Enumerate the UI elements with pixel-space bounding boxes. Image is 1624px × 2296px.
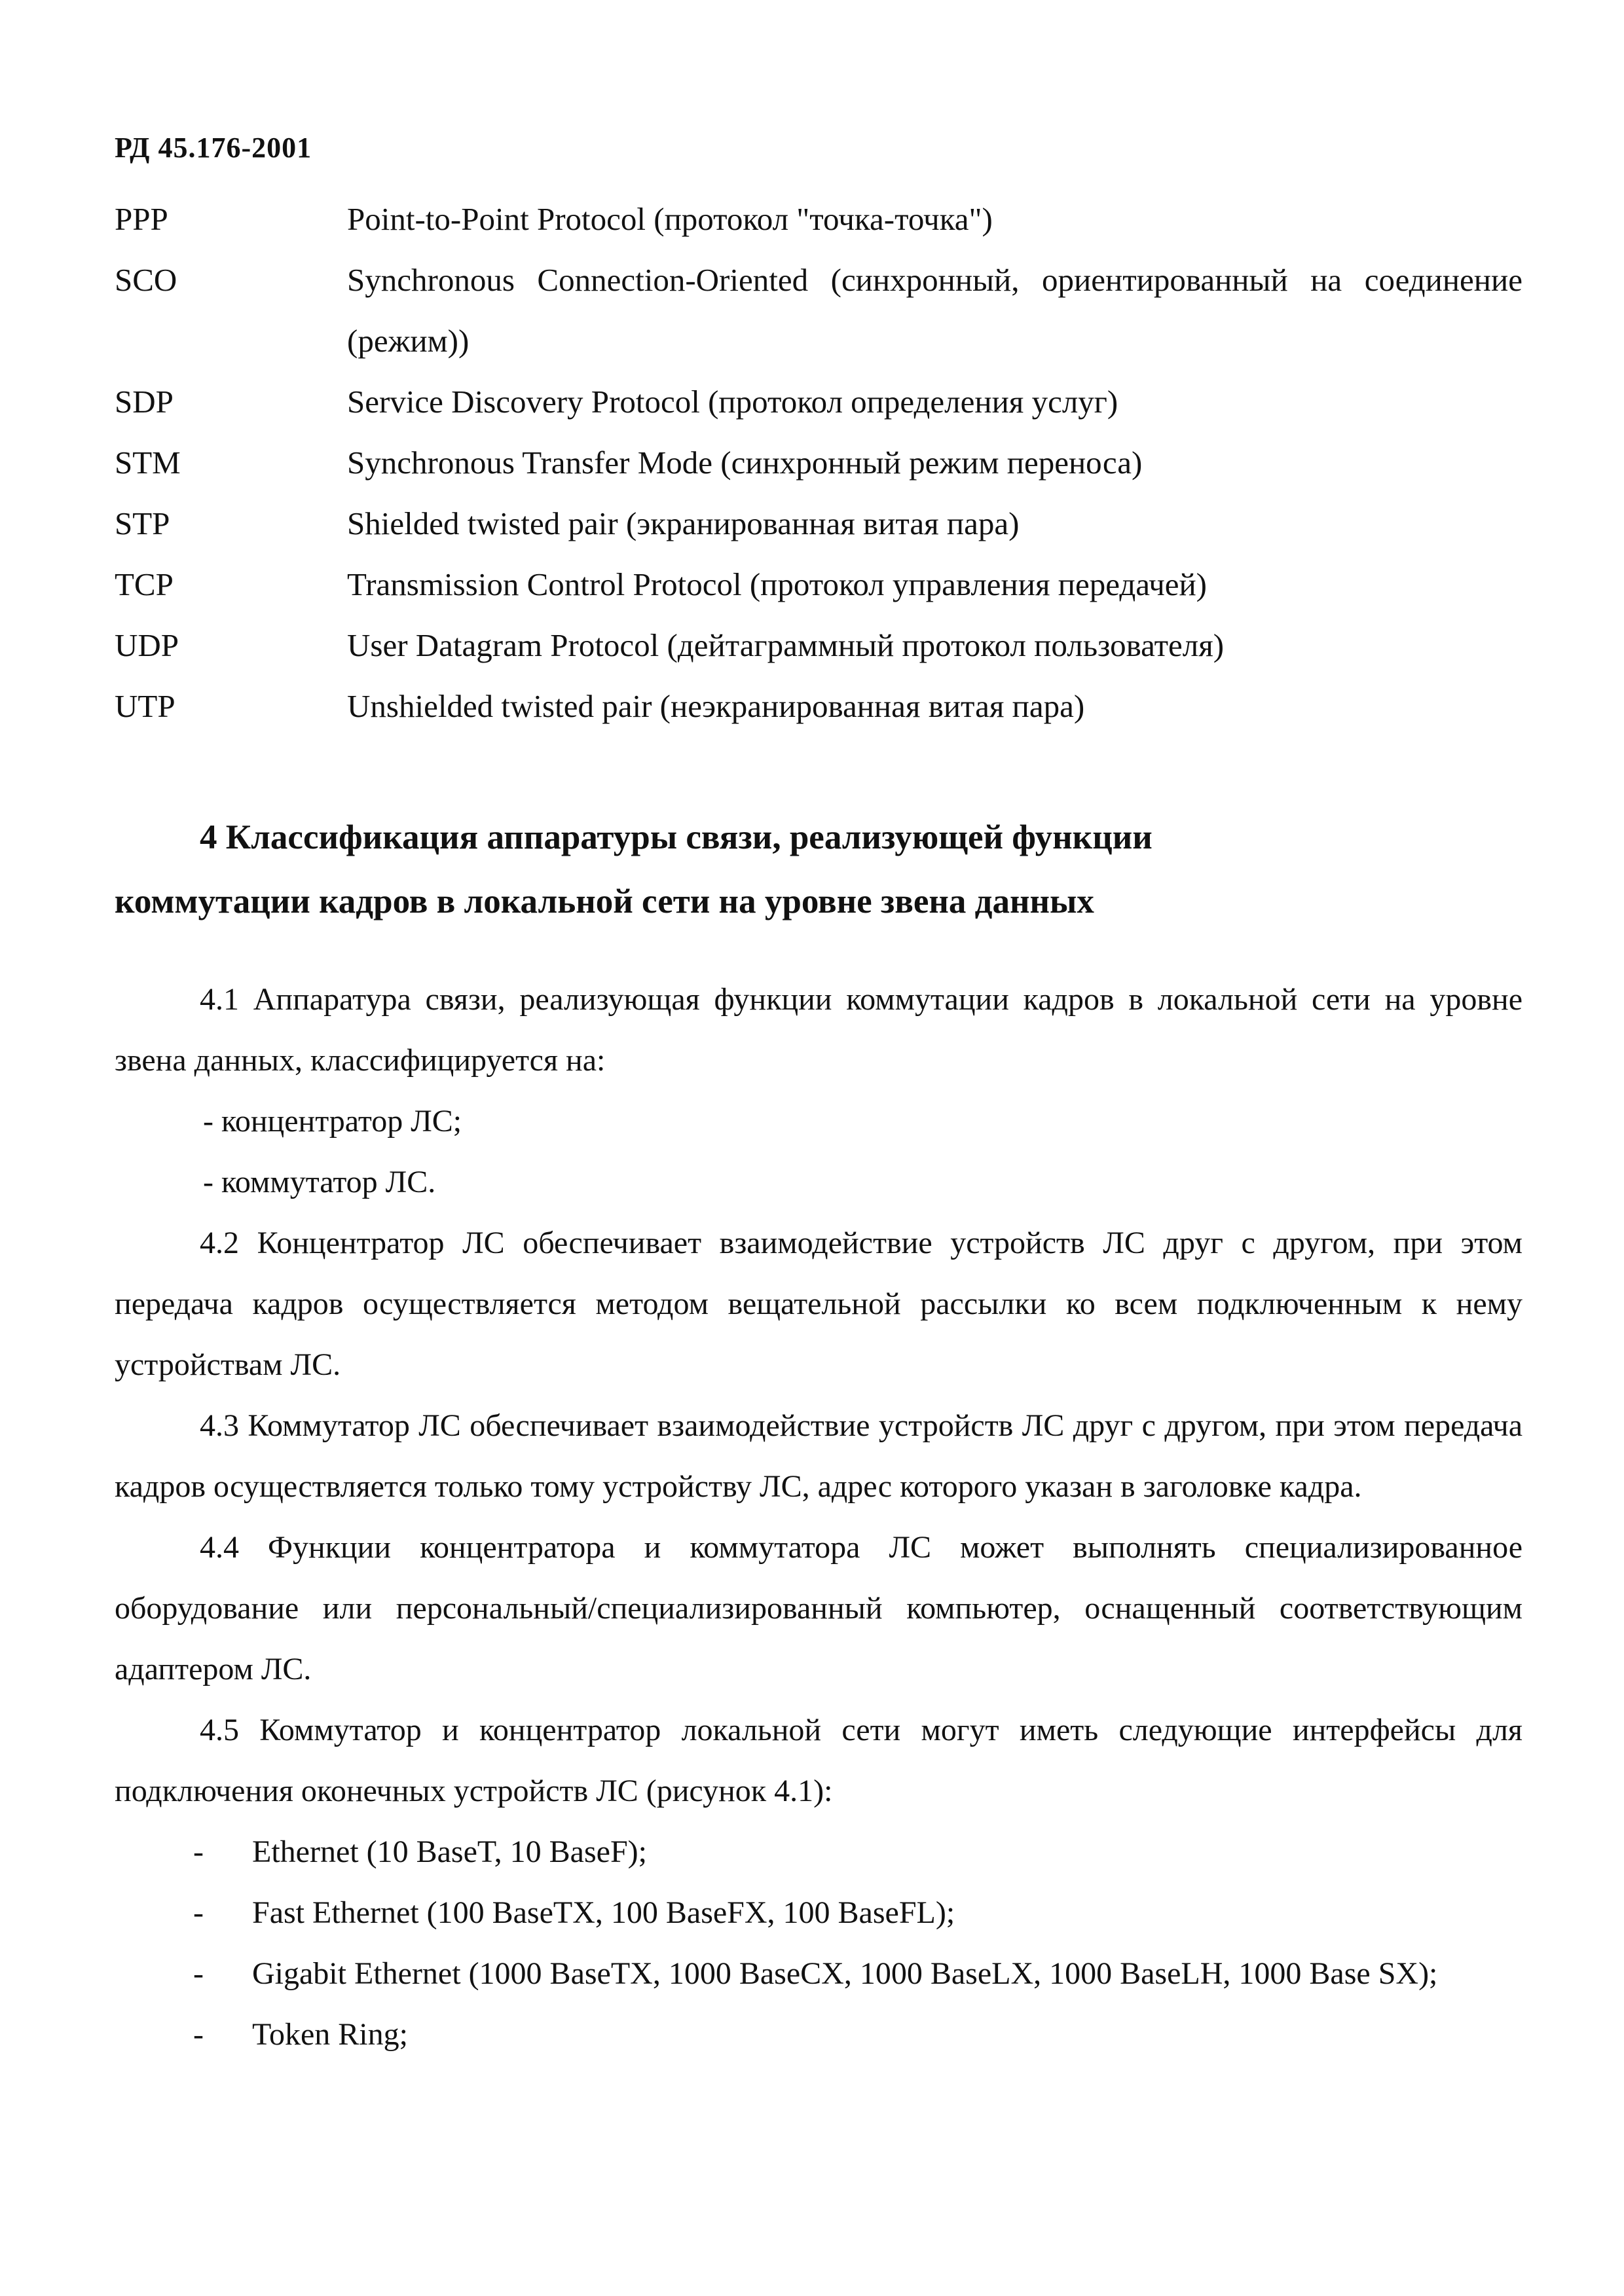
- abbreviation-term: UDP: [115, 627, 179, 663]
- paragraph-4-5: 4.5 Коммутатор и концентратор локальной сети могут иметь следующие интерфейсы для подключения оконечных устройств ЛС (рисунок 4.1):: [115, 1713, 1522, 1808]
- abbreviation-row: [115, 676, 1522, 737]
- section-heading: [115, 805, 1522, 934]
- abbreviation-definition: Service Discovery Protocol (протокол определения услуг): [347, 384, 1118, 420]
- section-heading-line-2: коммутации кадров в локальной сети на уровне звена данных: [115, 883, 1094, 920]
- abbreviation-row: [115, 249, 1522, 371]
- interface-item-text: Gigabit Ethernet (1000 BaseTX, 1000 BaseCX, 1000 BaseLX, 1000 BaseLH, 1000 Base SX);: [252, 1956, 1438, 1991]
- abbreviation-row: [115, 554, 1522, 615]
- abbreviation-term: STP: [115, 505, 170, 541]
- interface-item: [115, 1821, 1522, 1882]
- abbreviation-row: [115, 493, 1522, 554]
- paragraph-4-2: 4.2 Концентратор ЛС обеспечивает взаимодействие устройств ЛС друг с другом, при этом передача кадров осуществляется методом вещательной рассылки ко всем подключенным к нему устройствам ЛС.: [115, 1226, 1522, 1382]
- section-body: [115, 969, 1522, 2065]
- abbreviation-row: [115, 189, 1522, 249]
- abbreviation-definition: Transmission Control Protocol (протокол управления передачей): [347, 566, 1207, 602]
- section-heading-line-1: 4 Классификация аппаратуры связи, реализующей функции: [200, 818, 1153, 856]
- abbreviation-definition: Unshielded twisted pair (неэкранированная витая пара): [347, 688, 1085, 724]
- interface-item-text: Token Ring;: [252, 2017, 408, 2052]
- paragraph-4-3: 4.3 Коммутатор ЛС обеспечивает взаимодействие устройств ЛС друг с другом, при этом передача кадров осуществляется только тому устройству ЛС, адрес которого указан в заголовке кадра.: [115, 1408, 1522, 1504]
- interface-list: [115, 1821, 1522, 2065]
- list-dash: -: [193, 1895, 204, 1930]
- interface-item: [115, 1882, 1522, 1943]
- interface-item: [115, 2004, 1522, 2065]
- abbreviation-list: [115, 189, 1522, 737]
- classification-item-hub: - концентратор ЛС;: [203, 1104, 462, 1139]
- interface-item: [115, 1943, 1522, 2004]
- abbreviation-definition: User Datagram Protocol (дейтаграммный протокол пользователя): [347, 627, 1225, 663]
- abbreviation-row: [115, 371, 1522, 432]
- interface-item-text: Fast Ethernet (100 BaseTX, 100 BaseFX, 100 BaseFL);: [252, 1895, 955, 1930]
- abbreviation-definition: Point-to-Point Protocol (протокол "точка-точка"): [347, 201, 993, 237]
- paragraph-4-1: 4.1 Аппаратура связи, реализующая функции коммутации кадров в локальной сети на уровне звена данных, классифицируется на:: [115, 982, 1522, 1078]
- document-code: РД 45.176-2001: [115, 132, 312, 164]
- abbreviation-term: TCP: [115, 566, 174, 602]
- abbreviation-definition: Synchronous Connection-Oriented (синхронный, ориентированный на соединение (режим)): [347, 262, 1522, 359]
- abbreviation-term: SDP: [115, 384, 174, 420]
- abbreviation-definition: Synchronous Transfer Mode (синхронный режим переноса): [347, 445, 1143, 481]
- abbreviation-term: STM: [115, 445, 181, 481]
- abbreviation-term: UTP: [115, 688, 175, 724]
- abbreviation-term: PPP: [115, 201, 168, 237]
- abbreviation-definition: Shielded twisted pair (экранированная витая пара): [347, 505, 1020, 541]
- list-dash: -: [193, 1956, 204, 1991]
- list-dash: -: [193, 1834, 204, 1869]
- abbreviation-row: [115, 432, 1522, 493]
- classification-item-switch: - коммутатор ЛС.: [203, 1165, 436, 1199]
- abbreviation-row: [115, 615, 1522, 676]
- interface-item-text: Ethernet (10 BaseT, 10 BaseF);: [252, 1834, 647, 1869]
- abbreviation-term: SCO: [115, 262, 177, 298]
- list-dash: -: [193, 2017, 204, 2052]
- paragraph-4-4: 4.4 Функции концентратора и коммутатора ЛС может выполнять специализированное оборудование или персональный/специализированный компьютер, оснащенный соответствующим адаптером ЛС.: [115, 1530, 1522, 1686]
